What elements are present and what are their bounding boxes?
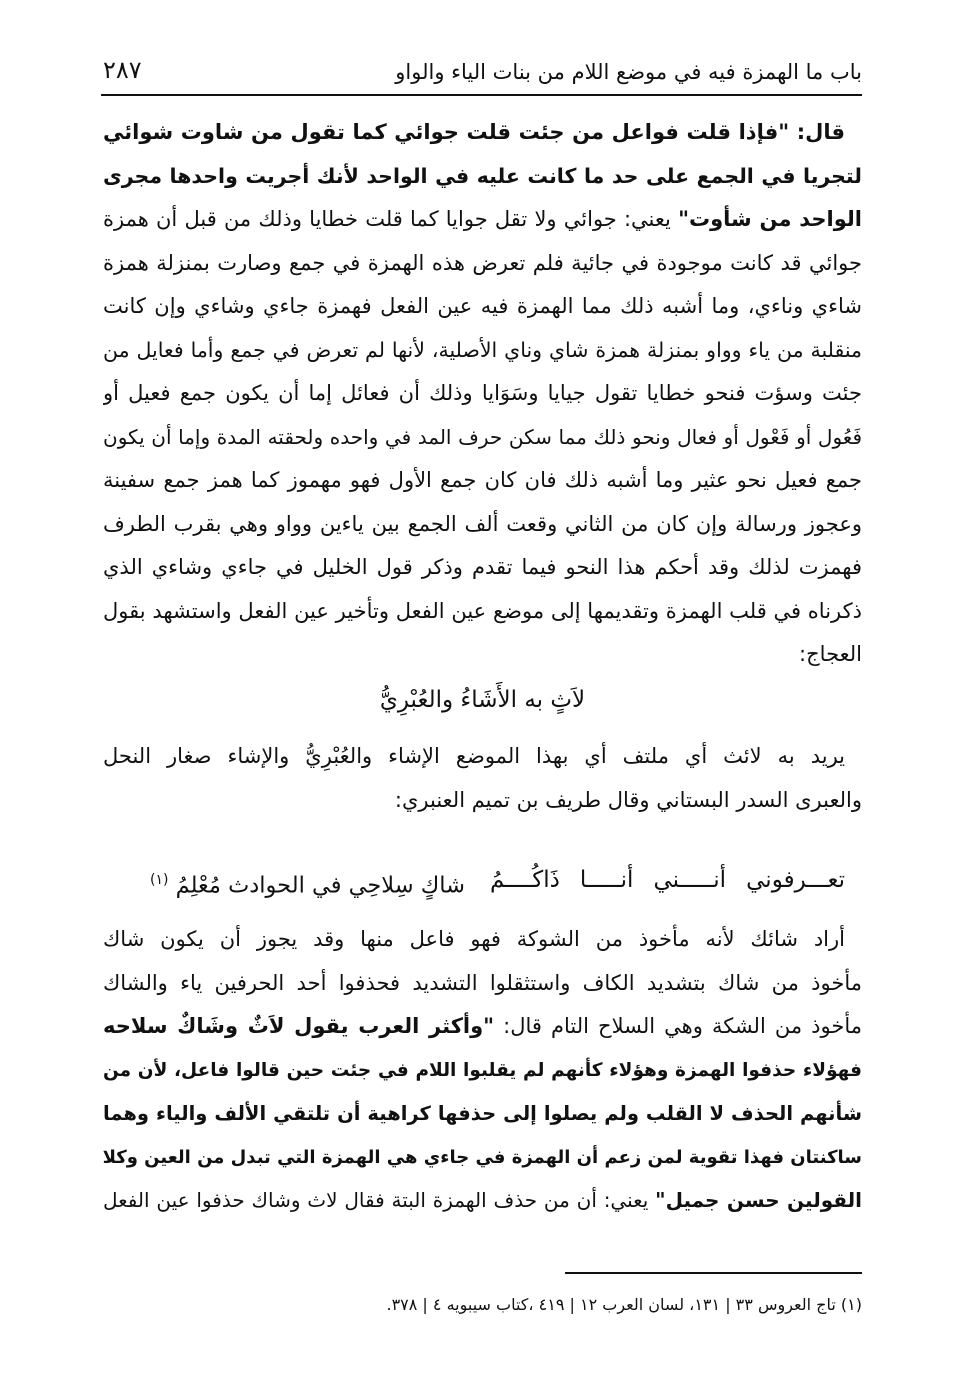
header-rule — [101, 94, 862, 96]
running-header-title: باب ما الهمزة فيه في موضع اللام من بنات الياء والواو — [395, 60, 862, 84]
paragraph-2 — [103, 735, 862, 822]
paragraph-line: فهمزت لذلك وقد أحكم هذا النحو فيما تقدم وذكر قول الخليل في جاءي وشاءي الذي — [103, 555, 862, 579]
paragraph-line: ساكنتان فهذا تقوية لمن زعم أن الهمزة في جاءي هي الهمزة التي تبدل من العين وكلا — [103, 1146, 862, 1168]
quoted-text-segment: "وأكثر العرب يقول لاَثٌ وشَاكٌ سلاحه — [103, 1014, 495, 1038]
paragraph-line: مأخوذ من شاك بتشديد الكاف واستثقلوا التشديد فحذفوا أحد الحرفين ياء والشاك — [103, 970, 862, 995]
footnote-number: (١) — [840, 1295, 862, 1314]
paragraph-line: شاءي وناءي، وما أشبه ذلك مما الهمزة فيه عين الفعل فهمزة جاءي وشاءي وإن كانت — [103, 294, 862, 318]
paragraph-1 — [103, 111, 862, 677]
quoted-text-segment: القولين حسن جميل" — [655, 1188, 862, 1212]
paragraph-line: لتجريا في الجمع على حد ما كانت عليه في الواحد لأنك أجريت واحدها مجرى — [103, 163, 862, 188]
footnote — [103, 1290, 862, 1320]
footnote-rule — [565, 1272, 862, 1274]
commentary-text-segment: يعني: جوائي ولا تقل جوايا كما قلت خطايا وذلك من قبل أن همزة — [103, 207, 679, 231]
verse-second-hemistich — [150, 855, 465, 905]
page-number: ٢٨٧ — [103, 56, 142, 84]
paragraph-line: العجاج: — [799, 642, 862, 666]
verse-line: لاَثٍ به الأَشَاءُ والعُبْرِيُّ — [379, 687, 586, 713]
paragraph-line: جوائي قد كانت موجودة في جائية فلم تعرض هذه الهمزة في جمع وصارت بمنزلة همزة — [103, 250, 862, 275]
paragraph-line: يريد به لائث أي ملتف أي بهذا الموضع الإشاء والعُبْرِيُّ والإشاء صغار النحل — [103, 744, 845, 768]
verse-second-hemistich-text: شاكٍ سِلاحِي في الحوادث مُعْلِمُ — [175, 872, 465, 899]
paragraph-line: والعبرى السدر البستاني وقال طريف بن تميم العنبري: — [394, 787, 862, 812]
paragraph-line — [103, 1179, 862, 1223]
verse-first-hemistich: تعـــرفوني أنـــــني أنـــــا ذَاكُــــمُ — [490, 867, 845, 893]
paragraph-line: أراد شائك لأنه مأخوذ من الشوكة فهو فاعل منها وقد يجوز أن يكون شاك — [103, 927, 845, 951]
paragraph-line: فهؤلاء حذفوا الهمزة وهؤلاء كأنهم لم يقلبوا اللام في جئت حين قالوا فاعل، لأن من — [103, 1059, 862, 1081]
quoted-text-segment: الواحد من شأوت" — [678, 207, 862, 231]
paragraph-3 — [103, 918, 862, 1223]
commentary-text-segment: يعني: أن من حذف الهمزة البتة فقال لاث وشاك حذفوا عين الفعل — [103, 1188, 656, 1212]
paragraph-line: منقلبة من ياء وواو بمنزلة همزة شاي وناي الأصلية، لأنها لم تعرض في جمع وأما فعايل من — [103, 337, 862, 362]
paragraph-line: قال: "فإذا قلت فواعل من جئت قلت جوائي كما تقول من شاوت شوائي — [103, 120, 845, 144]
paragraph-line — [103, 1005, 862, 1049]
paragraph-line — [103, 198, 862, 242]
paragraph-line: جمع فعيل نحو عثير وما أشبه ذلك فان كان جمع الأول فهو مهموز كما همز جمع سفينة — [103, 468, 862, 492]
paragraph-line: شأنهم الحذف لا القلب ولم يصلوا إلى حذفها كراهية أن تلتقي الألف والياء وهما — [103, 1102, 862, 1125]
footnote-text: تاج العروس ٣٣ | ١٣١، لسان العرب ١٢ | ٤١٩ ،كتاب سيبويه ٤ | ٣٧٨. — [386, 1295, 836, 1314]
paragraph-line: فَعُول أو فَعْول أو فعال ونحو ذلك مما سكن حرف المد في واحده ولحقته المدة وإما أن يكون — [103, 424, 862, 449]
paragraph-line: ذكرناه في قلب الهمزة وتقديمها إلى موضع عين الفعل وتأخير عين الفعل واستشهد بقول — [103, 598, 862, 623]
commentary-text-segment: مأخوذ من الشكة وهي السلاح التام قال: — [494, 1014, 862, 1038]
paragraph-line: جئت وسؤت فنحو خطايا تقول جيايا وسَوَايا وذلك أن فعائل إما أن يكون جمع فعيل أو — [103, 381, 862, 405]
footnote-marker: (١) — [150, 872, 169, 888]
paragraph-line: وعجوز ورسالة وإن كان من الثاني وقعت ألف الجمع بين ياءين وواو وهي بقرب الطرف — [103, 511, 862, 536]
